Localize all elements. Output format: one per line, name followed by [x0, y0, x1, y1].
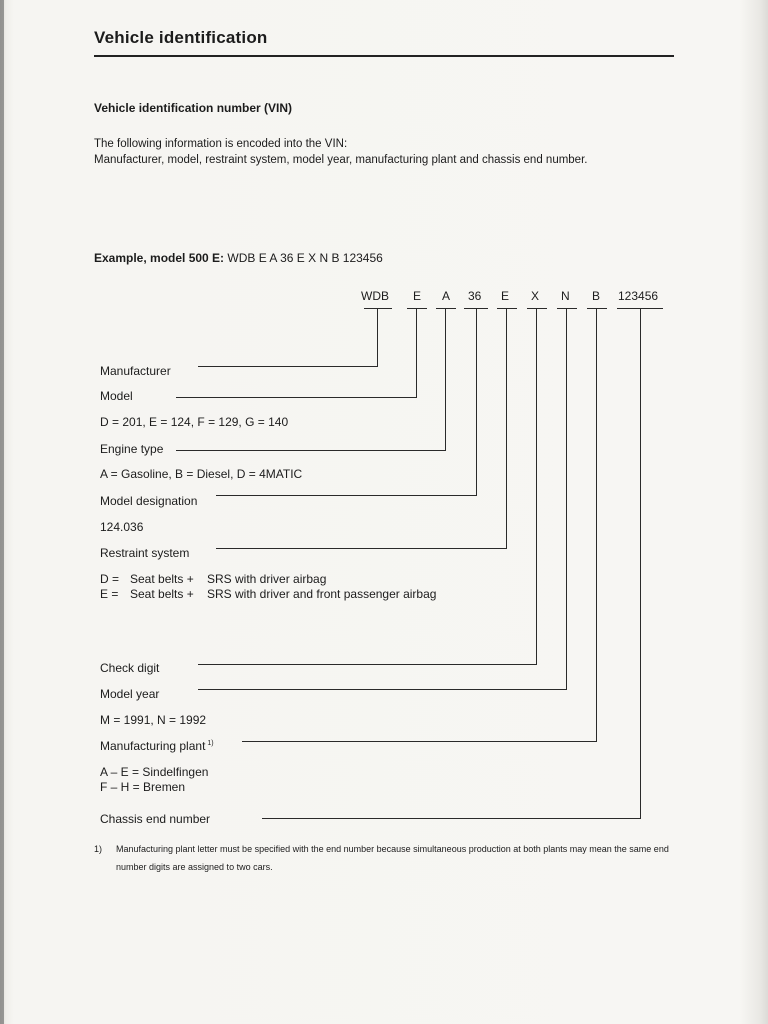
- restraint-code-row: [100, 572, 436, 587]
- vin-segment-designation: 36: [468, 289, 482, 303]
- bracket-model-year: [557, 308, 577, 309]
- label-restraint-system: Restraint system: [100, 546, 190, 560]
- leader-chassis-v: [640, 308, 641, 818]
- example-line: [94, 251, 383, 265]
- restraint-code-key: E =: [100, 587, 119, 601]
- page-title: Vehicle identification: [94, 28, 268, 47]
- intro-line-1: The following information is encoded into the VIN:: [94, 138, 348, 150]
- label-model-designation: Model designation: [100, 494, 198, 508]
- leader-model: [176, 397, 417, 398]
- restraint-codes: [100, 572, 436, 602]
- bracket-model: [407, 308, 427, 309]
- leader-designation-v: [476, 308, 477, 495]
- leader-check-digit-v: [536, 308, 537, 664]
- leader-model-year-v: [566, 308, 567, 689]
- leader-engine: [176, 450, 446, 451]
- example-label: Example, model 500 E:: [94, 251, 225, 265]
- plant-code-2: F – H = Bremen: [100, 780, 186, 794]
- leader-chassis: [262, 818, 641, 819]
- engine-codes: A = Gasoline, B = Diesel, D = 4MATIC: [100, 467, 303, 481]
- leader-check-digit: [198, 664, 537, 665]
- bracket-plant: [587, 308, 607, 309]
- intro-line-2: Manufacturer, model, restraint system, model year, manufacturing plant and chassis end number.: [94, 154, 588, 166]
- section-heading: Vehicle identification number (VIN): [94, 101, 293, 115]
- vin-segment-model: E: [413, 289, 422, 303]
- label-check-digit: Check digit: [100, 661, 160, 675]
- model-year-codes: M = 1991, N = 1992: [100, 713, 207, 727]
- leader-plant-v: [596, 308, 597, 741]
- vin-segment-model-year: N: [561, 289, 570, 303]
- designation-value: 124.036: [100, 520, 144, 534]
- footnote-ref: 1): [207, 740, 214, 747]
- title-divider: [94, 55, 674, 57]
- leader-plant: [242, 741, 597, 742]
- vin-segment-restraint: E: [501, 289, 510, 303]
- footnote-number: 1): [94, 844, 103, 854]
- page-edge-shadow: [0, 0, 4, 1024]
- label-model-year: Model year: [100, 687, 160, 701]
- manufacturing-plant-text: Manufacturing plant: [100, 739, 206, 753]
- label-manufacturing-plant: [100, 739, 214, 753]
- bracket-restraint: [497, 308, 517, 309]
- vin-segment-plant: B: [592, 289, 601, 303]
- footnote: [94, 840, 676, 876]
- label-manufacturer: Manufacturer: [100, 364, 171, 378]
- label-engine-type: Engine type: [100, 442, 164, 456]
- leader-wdb: [377, 308, 378, 366]
- example-vin: WDB E A 36 E X N B 123456: [227, 251, 383, 265]
- restraint-code-part1: Seat belts +: [130, 572, 194, 586]
- restraint-code-part2: SRS with driver airbag: [207, 572, 327, 586]
- bracket-wdb: [364, 308, 392, 309]
- bracket-engine: [436, 308, 456, 309]
- restraint-code-row: [100, 587, 436, 602]
- model-codes: D = 201, E = 124, F = 129, G = 140: [100, 415, 289, 429]
- vin-segment-engine: A: [442, 289, 451, 303]
- vin-segment-wdb: WDB: [361, 289, 389, 303]
- restraint-code-key: D =: [100, 572, 120, 586]
- leader-model-year: [198, 689, 567, 690]
- bracket-check-digit: [527, 308, 547, 309]
- leader-manufacturer: [198, 366, 378, 367]
- leader-engine-v: [445, 308, 446, 450]
- leader-restraint-v: [506, 308, 507, 548]
- restraint-code-part2: SRS with driver and front passenger airbag: [207, 587, 437, 601]
- leader-restraint: [216, 548, 507, 549]
- leader-model-v: [416, 308, 417, 397]
- vin-segment-check-digit: X: [531, 289, 540, 303]
- footnote-text: Manufacturing plant letter must be specified with the end number because simultaneous production at both plants may mean the same end number digits are assigned to two cars.: [116, 844, 669, 872]
- intro-paragraph: [94, 136, 587, 168]
- plant-code-1: A – E = Sindelfingen: [100, 765, 209, 779]
- plant-codes: [100, 765, 208, 795]
- restraint-code-part1: Seat belts +: [130, 587, 194, 601]
- label-model: Model: [100, 389, 133, 403]
- leader-designation: [216, 495, 477, 496]
- vin-segment-chassis: 123456: [618, 289, 659, 303]
- label-chassis-end-number: Chassis end number: [100, 812, 211, 826]
